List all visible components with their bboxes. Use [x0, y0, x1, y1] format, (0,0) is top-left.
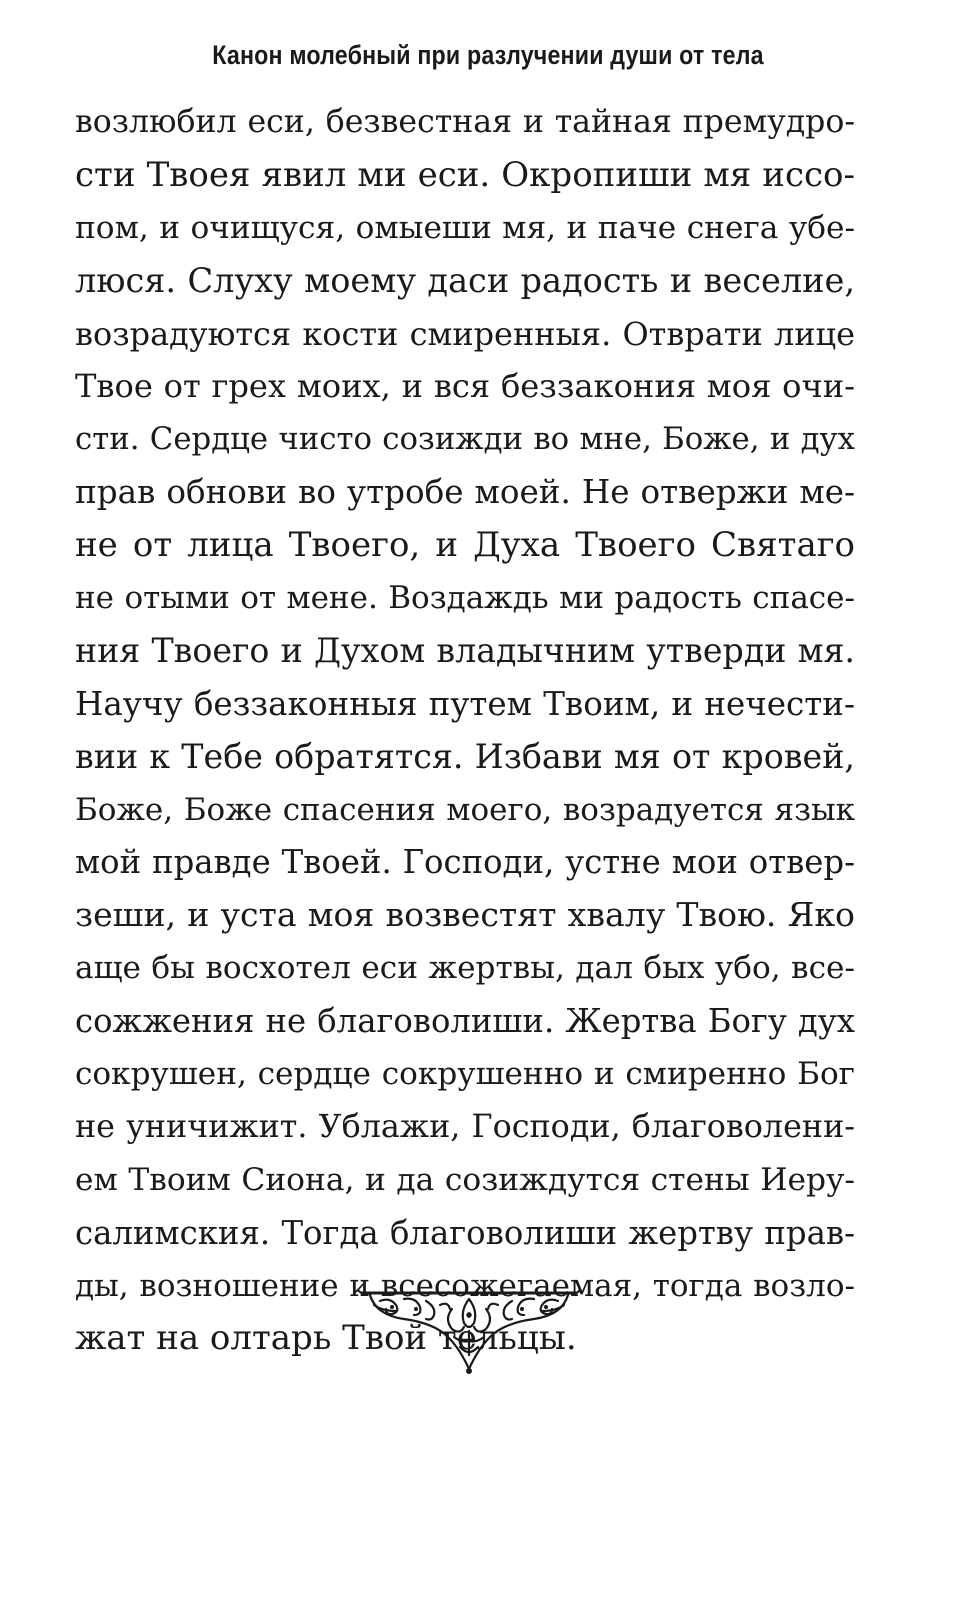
text-line: ния Твоего и Духом владычним утверди мя.	[75, 630, 855, 670]
text-line: пом, и очищуся, омыеши мя, и паче снега убе-	[75, 209, 855, 246]
running-header-title: Канон молебный при разлучении души от тела	[212, 40, 764, 70]
text-line: ды, возношение и всесожегаемая, тогда возло-	[75, 1267, 855, 1304]
text-line: аще бы восхотел еси жертвы, дал бых убо, все-	[75, 950, 855, 987]
text-line: люся. Слуху моему даси радость и веселие,	[75, 260, 855, 300]
text-line: возрадуются кости смиренныя. Отврати лице	[75, 314, 855, 353]
text-line: ем Твоим Сиона, и да созиждутся стены Иеру-	[75, 1161, 855, 1198]
prayer-text-block	[75, 96, 855, 1365]
text-line: сокрушен, сердце сокрушенно и смиренно Бог	[75, 1056, 855, 1093]
text-line: не уничижит. Ублажи, Господи, благоволени-	[75, 1107, 855, 1145]
floral-tailpiece-icon	[356, 1285, 582, 1377]
text-line: сожжения не благоволиши. Жертва Богу дух	[75, 1002, 855, 1041]
text-line: прав обнови во утробе моей. Не отвержи ме-	[75, 473, 855, 512]
text-line: вии к Тебе обратятся. Избави мя от кровей,	[75, 736, 855, 776]
text-line: зеши, и уста моя возвестят хвалу Твою. Яко	[75, 895, 855, 935]
text-line: не от лица Твоего, и Духа Твоего Святаго	[75, 525, 855, 566]
text-line: не отыми от мене. Воздаждь ми радость спасе-	[75, 580, 855, 617]
text-line: сти Твоея явил ми еси. Окропиши мя иссо-	[75, 154, 855, 195]
text-line: Боже, Боже спасения моего, возрадуется язык	[75, 791, 855, 828]
text-line: Научу беззаконныя путем Твоим, и нечести-	[75, 684, 855, 723]
text-line: мой правде Твоей. Господи, устне мои отвер-	[75, 843, 855, 882]
text-line: возлюбил еси, безвестная и тайная премудро-	[75, 104, 855, 140]
text-line: салимския. Тогда благоволиши жертву прав-	[75, 1213, 855, 1252]
text-line: жат на олтарь Твой тельцы.	[75, 1318, 577, 1359]
text-line: сти. Сердце чисто созижди во мне, Боже, и дух	[75, 421, 855, 458]
text-line: Твое от грех моих, и вся беззакония моя очи-	[75, 367, 855, 406]
